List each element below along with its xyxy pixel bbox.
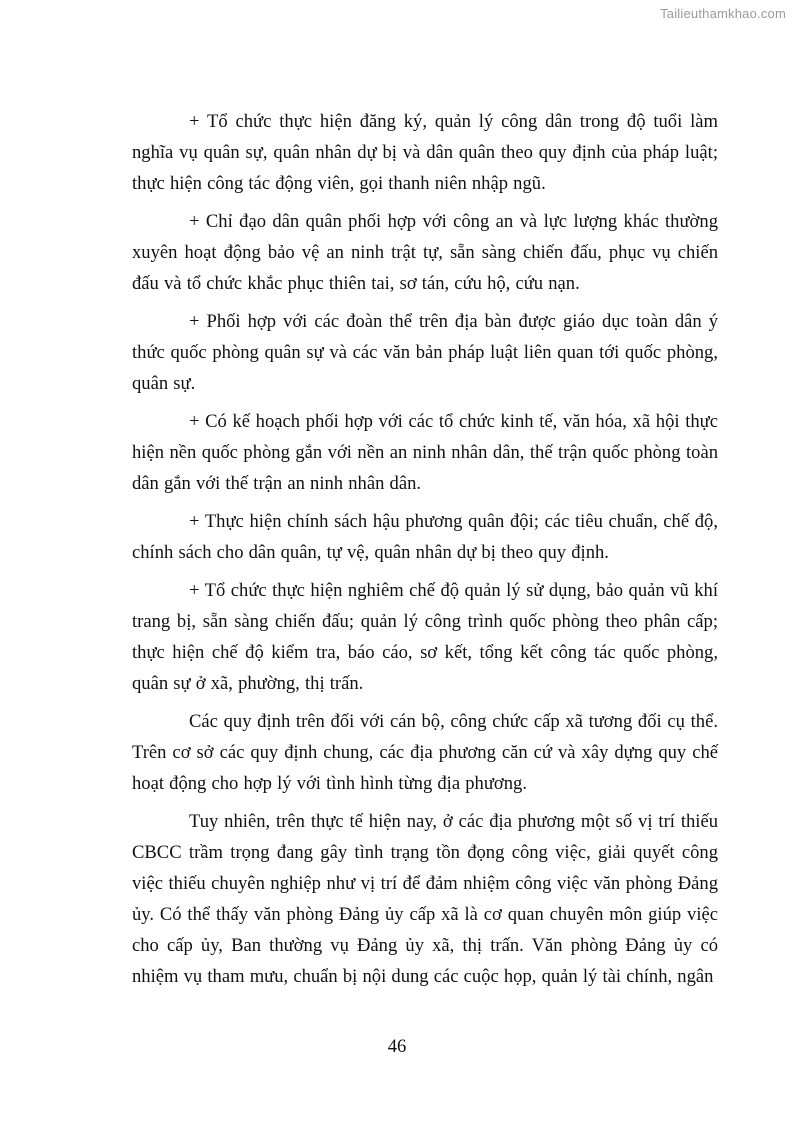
paragraph-7: Các quy định trên đối với cán bộ, công chức cấp xã tương đối cụ thể. Trên cơ sở các quy định chung, các địa phương căn cứ và xây dựng quy chế hoạt động cho hợp lý với tình hình từng địa phương. bbox=[132, 711, 718, 794]
paragraph-3: + Phối hợp với các đoàn thể trên địa bàn được giáo dục toàn dân ý thức quốc phòng quân sự và các văn bản pháp luật liên quan tới quốc phòng, quân sự. bbox=[132, 311, 718, 394]
page-number: 46 bbox=[387, 1036, 407, 1057]
document-body bbox=[132, 106, 718, 999]
paragraph-5: + Thực hiện chính sách hậu phương quân đội; các tiêu chuẩn, chế độ, chính sách cho dân quân, tự vệ, quân nhân dự bị theo quy định. bbox=[132, 511, 718, 563]
paragraph-2: + Chỉ đạo dân quân phối hợp với công an và lực lượng khác thường xuyên hoạt động bảo vệ an ninh trật tự, sẵn sàng chiến đấu, phục vụ chiến đấu và tổ chức khắc phục thiên tai, sơ tán, cứu hộ, cứu nạn. bbox=[132, 211, 718, 294]
watermark-text: Tailieuthamkhao.com bbox=[660, 6, 786, 21]
paragraph-8: Tuy nhiên, trên thực tế hiện nay, ở các địa phương một số vị trí thiếu CBCC trầm trọng đang gây tình trạng tồn đọng công việc, giải quyết công việc thiếu chuyên nghiệp như vị trí để đảm nhiệm công việc văn phòng Đảng ủy. Có thể thấy văn phòng Đảng ủy cấp xã là cơ quan chuyên môn giúp việc cho cấp ủy, Ban thường vụ Đảng ủy xã, thị trấn. Văn phòng Đảng ủy có nhiệm vụ tham mưu, chuẩn bị nội dung các cuộc họp, quản lý tài chính, ngân bbox=[132, 811, 718, 987]
paragraph-4: + Có kế hoạch phối hợp với các tổ chức kinh tế, văn hóa, xã hội thực hiện nền quốc phòng gắn với nền an ninh nhân dân, thế trận quốc phòng toàn dân gắn với thế trận an ninh nhân dân. bbox=[132, 411, 718, 494]
paragraph-6: + Tổ chức thực hiện nghiêm chế độ quản lý sử dụng, bảo quản vũ khí trang bị, sẵn sàng chiến đấu; quản lý công trình quốc phòng theo phân cấp; thực hiện chế độ kiểm tra, báo cáo, sơ kết, tổng kết công tác quốc phòng, quân sự ở xã, phường, thị trấn. bbox=[132, 580, 718, 694]
paragraph-1: + Tổ chức thực hiện đăng ký, quản lý công dân trong độ tuổi làm nghĩa vụ quân sự, quân nhân dự bị và dân quân theo quy định của pháp luật; thực hiện công tác động viên, gọi thanh niên nhập ngũ. bbox=[132, 111, 718, 194]
